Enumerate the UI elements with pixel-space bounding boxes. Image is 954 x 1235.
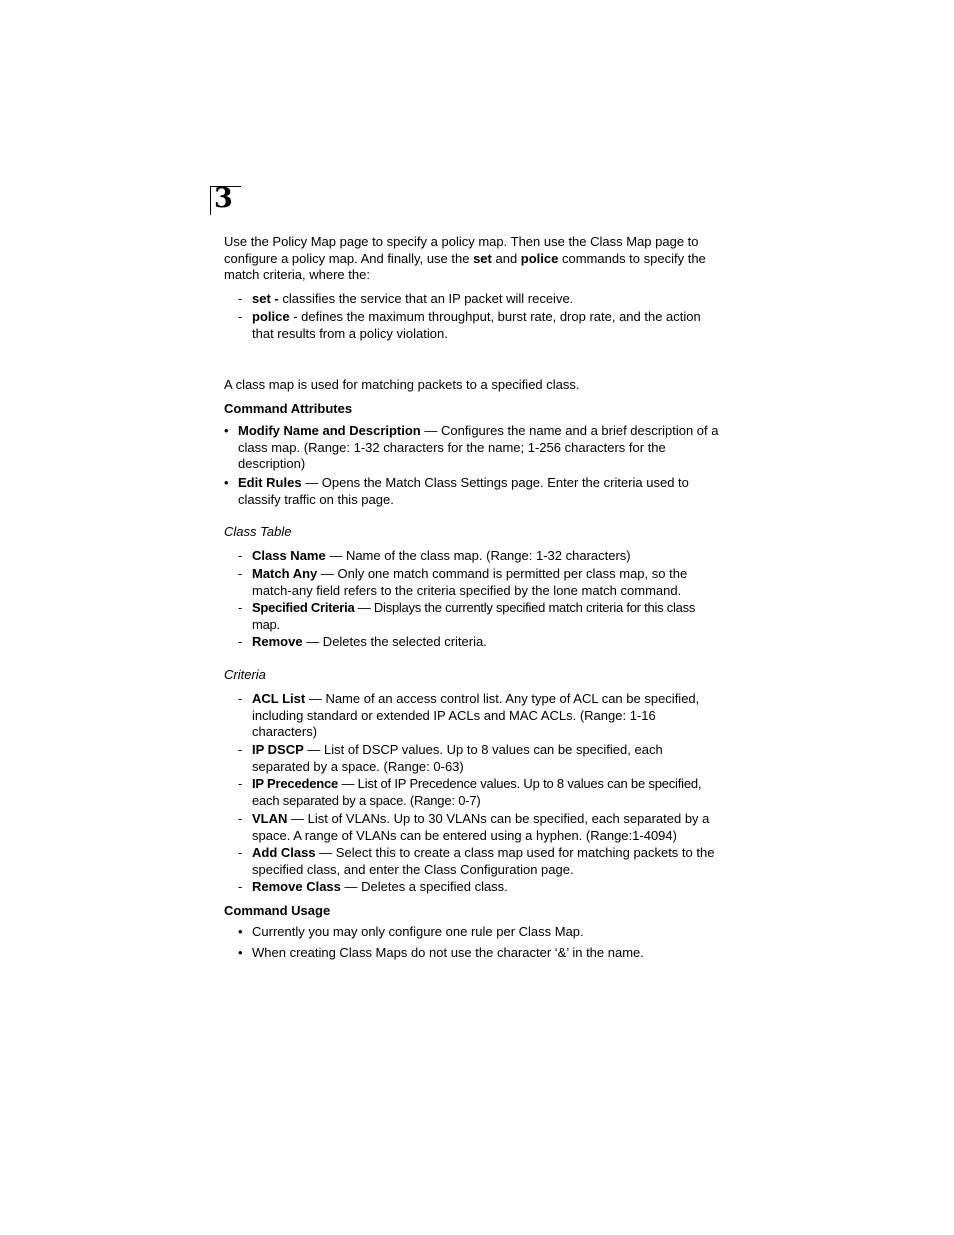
command-usage-heading: Command Usage	[224, 903, 331, 918]
intro-line-1: Use the Policy Map page to specify a policy map. Then use the Class Map page to	[224, 234, 699, 249]
list-item: • When creating Class Maps do not use the character ‘&’ in the name.	[238, 945, 644, 960]
list-item: - IP DSCP — List of DSCP values. Up to 8 values can be specified, each separated by a space. (Range: 0-63)	[238, 742, 663, 774]
list-item: - Match Any — Only one match command is permitted per class map, so the match-any field refers to the criteria specified by the lone match command.	[238, 566, 688, 598]
list-item: - VLAN — List of VLANs. Up to 30 VLANs can be specified, each separated by a space. A range of VLANs can be entered using a hyphen. (Range:1-4094)	[238, 811, 710, 843]
list-item: - Add Class — Select this to create a class map used for matching packets to the specified class, and enter the Class Configuration page.	[238, 845, 715, 877]
intro-paragraph	[224, 234, 719, 284]
list-item: - set - classifies the service that an IP packet will receive.	[238, 291, 574, 306]
list-item: - Specified Criteria — Displays the currently specified match criteria for this class map.	[238, 600, 696, 632]
command-attributes-heading: Command Attributes	[224, 401, 353, 416]
list-item: • Currently you may only configure one rule per Class Map.	[238, 924, 584, 939]
list-item: - Remove — Deletes the selected criteria.	[238, 634, 487, 649]
chapter-number-box	[210, 183, 241, 215]
criteria-heading: Criteria	[224, 667, 266, 682]
list-item: - Class Name — Name of the class map. (Range: 1-32 characters)	[238, 548, 631, 563]
list-item: - police - defines the maximum throughput, burst rate, drop rate, and the action that results from a policy violation.	[238, 309, 701, 341]
intro-line-2: configure a policy map. And finally, use the set and police commands to specify the	[224, 250, 706, 266]
list-item: • Modify Name and Description — Configures the name and a brief description of a class map. (Range: 1-32 characters for the name; 1-256 characters for the description)	[224, 423, 719, 471]
class-map-intro: A class map is used for matching packets to a specified class.	[224, 377, 580, 392]
chapter-number: 3	[214, 183, 233, 214]
class-table-heading: Class Table	[224, 524, 292, 539]
intro-line-3: match criteria, where the:	[224, 267, 370, 282]
list-item: - ACL List — Name of an access control list. Any type of ACL can be specified, including standard or extended IP ACLs and MAC ACLs. (Range: 1-16 characters)	[238, 691, 700, 739]
list-item: • Edit Rules — Opens the Match Class Settings page. Enter the criteria used to classify traffic on this page.	[224, 475, 689, 507]
list-item: - IP Precedence — List of IP Precedence values. Up to 8 values can be specified, each separated by a space. (Range: 0-7)	[238, 776, 702, 808]
list-item: - Remove Class — Deletes a specified class.	[238, 879, 508, 894]
